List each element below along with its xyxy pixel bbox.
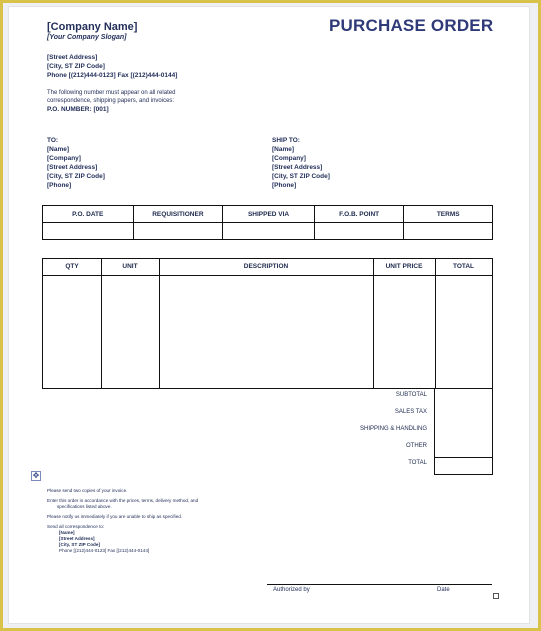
- to-city[interactable]: [City, ST ZIP Code]: [47, 173, 105, 180]
- col-total: TOTAL: [452, 263, 475, 270]
- contact-name[interactable]: [Name]: [59, 530, 75, 535]
- notice-line-2: correspondence, shipping papers, and invoices:: [47, 98, 175, 104]
- ship-to-name[interactable]: [Name]: [272, 146, 295, 153]
- total-label: TOTAL: [408, 460, 427, 466]
- fob-point-cell[interactable]: [314, 223, 404, 240]
- company-slogan[interactable]: [Your Company Slogan]: [47, 34, 127, 41]
- subtotal-label: SUBTOTAL: [395, 392, 427, 398]
- line-items-table: [42, 258, 493, 389]
- col-unit: UNIT: [122, 263, 138, 270]
- to-street[interactable]: [Street Address]: [47, 164, 98, 171]
- po-number[interactable]: P.O. NUMBER: [001]: [47, 106, 109, 113]
- contact-city[interactable]: [City, ST ZIP Code]: [59, 542, 100, 547]
- instruction-4: Send all correspondence to:: [47, 524, 105, 529]
- signature-line: [267, 584, 492, 585]
- move-handle-icon[interactable]: ✥: [32, 471, 40, 480]
- col-description: DESCRIPTION: [243, 263, 289, 270]
- order-info-data-row: [43, 223, 493, 240]
- col-fob-point: F.O.B. POINT: [314, 206, 404, 223]
- instruction-2b: specifications listed above.: [57, 504, 112, 509]
- instruction-3: Please notify us immediately if you are unable to ship as specified.: [47, 514, 183, 519]
- to-name[interactable]: [Name]: [47, 146, 70, 153]
- col-shipped-via: SHIPPED VIA: [223, 206, 315, 223]
- order-info-table: [42, 205, 493, 240]
- instruction-1: Please send two copies of your invoice.: [47, 488, 128, 493]
- company-name[interactable]: [Company Name]: [47, 21, 138, 33]
- ship-to-phone[interactable]: [Phone]: [272, 182, 297, 189]
- contact-phone-fax[interactable]: Phone [(212)444-0123] Fax [(212)444-0144]: [59, 548, 150, 553]
- to-heading: TO:: [47, 137, 59, 144]
- column-divider: [435, 259, 436, 388]
- ship-to-city[interactable]: [City, ST ZIP Code]: [272, 173, 330, 180]
- document-page: [8, 6, 530, 624]
- to-phone[interactable]: [Phone]: [47, 182, 72, 189]
- phone-fax[interactable]: Phone [(212)444-0123] Fax [(212)444-0144]: [47, 72, 178, 79]
- shipped-via-cell[interactable]: [223, 223, 315, 240]
- column-divider: [159, 259, 160, 388]
- col-po-date: P.O. DATE: [43, 206, 134, 223]
- sales-tax-label: SALES TAX: [394, 409, 427, 415]
- city-state-zip[interactable]: [City, ST ZIP Code]: [47, 63, 105, 70]
- contact-street[interactable]: [Street Address]: [59, 536, 95, 541]
- street-address[interactable]: [Street Address]: [47, 54, 98, 61]
- ship-to-street[interactable]: [Street Address]: [272, 164, 323, 171]
- instructions: [47, 488, 277, 554]
- po-date-cell[interactable]: [43, 223, 134, 240]
- terms-cell[interactable]: [404, 223, 493, 240]
- column-divider: [373, 259, 374, 388]
- ship-to-company[interactable]: [Company]: [272, 155, 306, 162]
- total-divider: [434, 457, 493, 458]
- col-requisitioner: REQUISITIONER: [133, 206, 223, 223]
- column-divider: [101, 259, 102, 388]
- col-terms: TERMS: [404, 206, 493, 223]
- order-info-header-row: [43, 206, 493, 223]
- to-block: [47, 136, 105, 190]
- col-unit-price: UNIT PRICE: [385, 263, 423, 270]
- requisitioner-cell[interactable]: [133, 223, 223, 240]
- to-company[interactable]: [Company]: [47, 155, 81, 162]
- po-notice: [47, 89, 175, 114]
- ship-to-heading: SHIP TO:: [272, 137, 300, 144]
- page-title: PURCHASE ORDER: [329, 16, 494, 35]
- other-label: OTHER: [406, 443, 427, 449]
- date-label: Date: [437, 587, 450, 593]
- notice-line-1: The following number must appear on all related: [47, 90, 176, 96]
- instruction-2a: Enter this order in accordance with the prices, terms, delivery method, and: [47, 498, 199, 503]
- ship-to-block: [272, 136, 330, 190]
- summary-box[interactable]: [434, 388, 493, 475]
- company-address: [47, 53, 177, 80]
- shipping-handling-label: SHIPPING & HANDLING: [359, 426, 427, 432]
- checkbox-icon[interactable]: [493, 593, 499, 599]
- col-qty: QTY: [65, 263, 79, 270]
- authorized-by-label: Authorized by: [273, 587, 310, 593]
